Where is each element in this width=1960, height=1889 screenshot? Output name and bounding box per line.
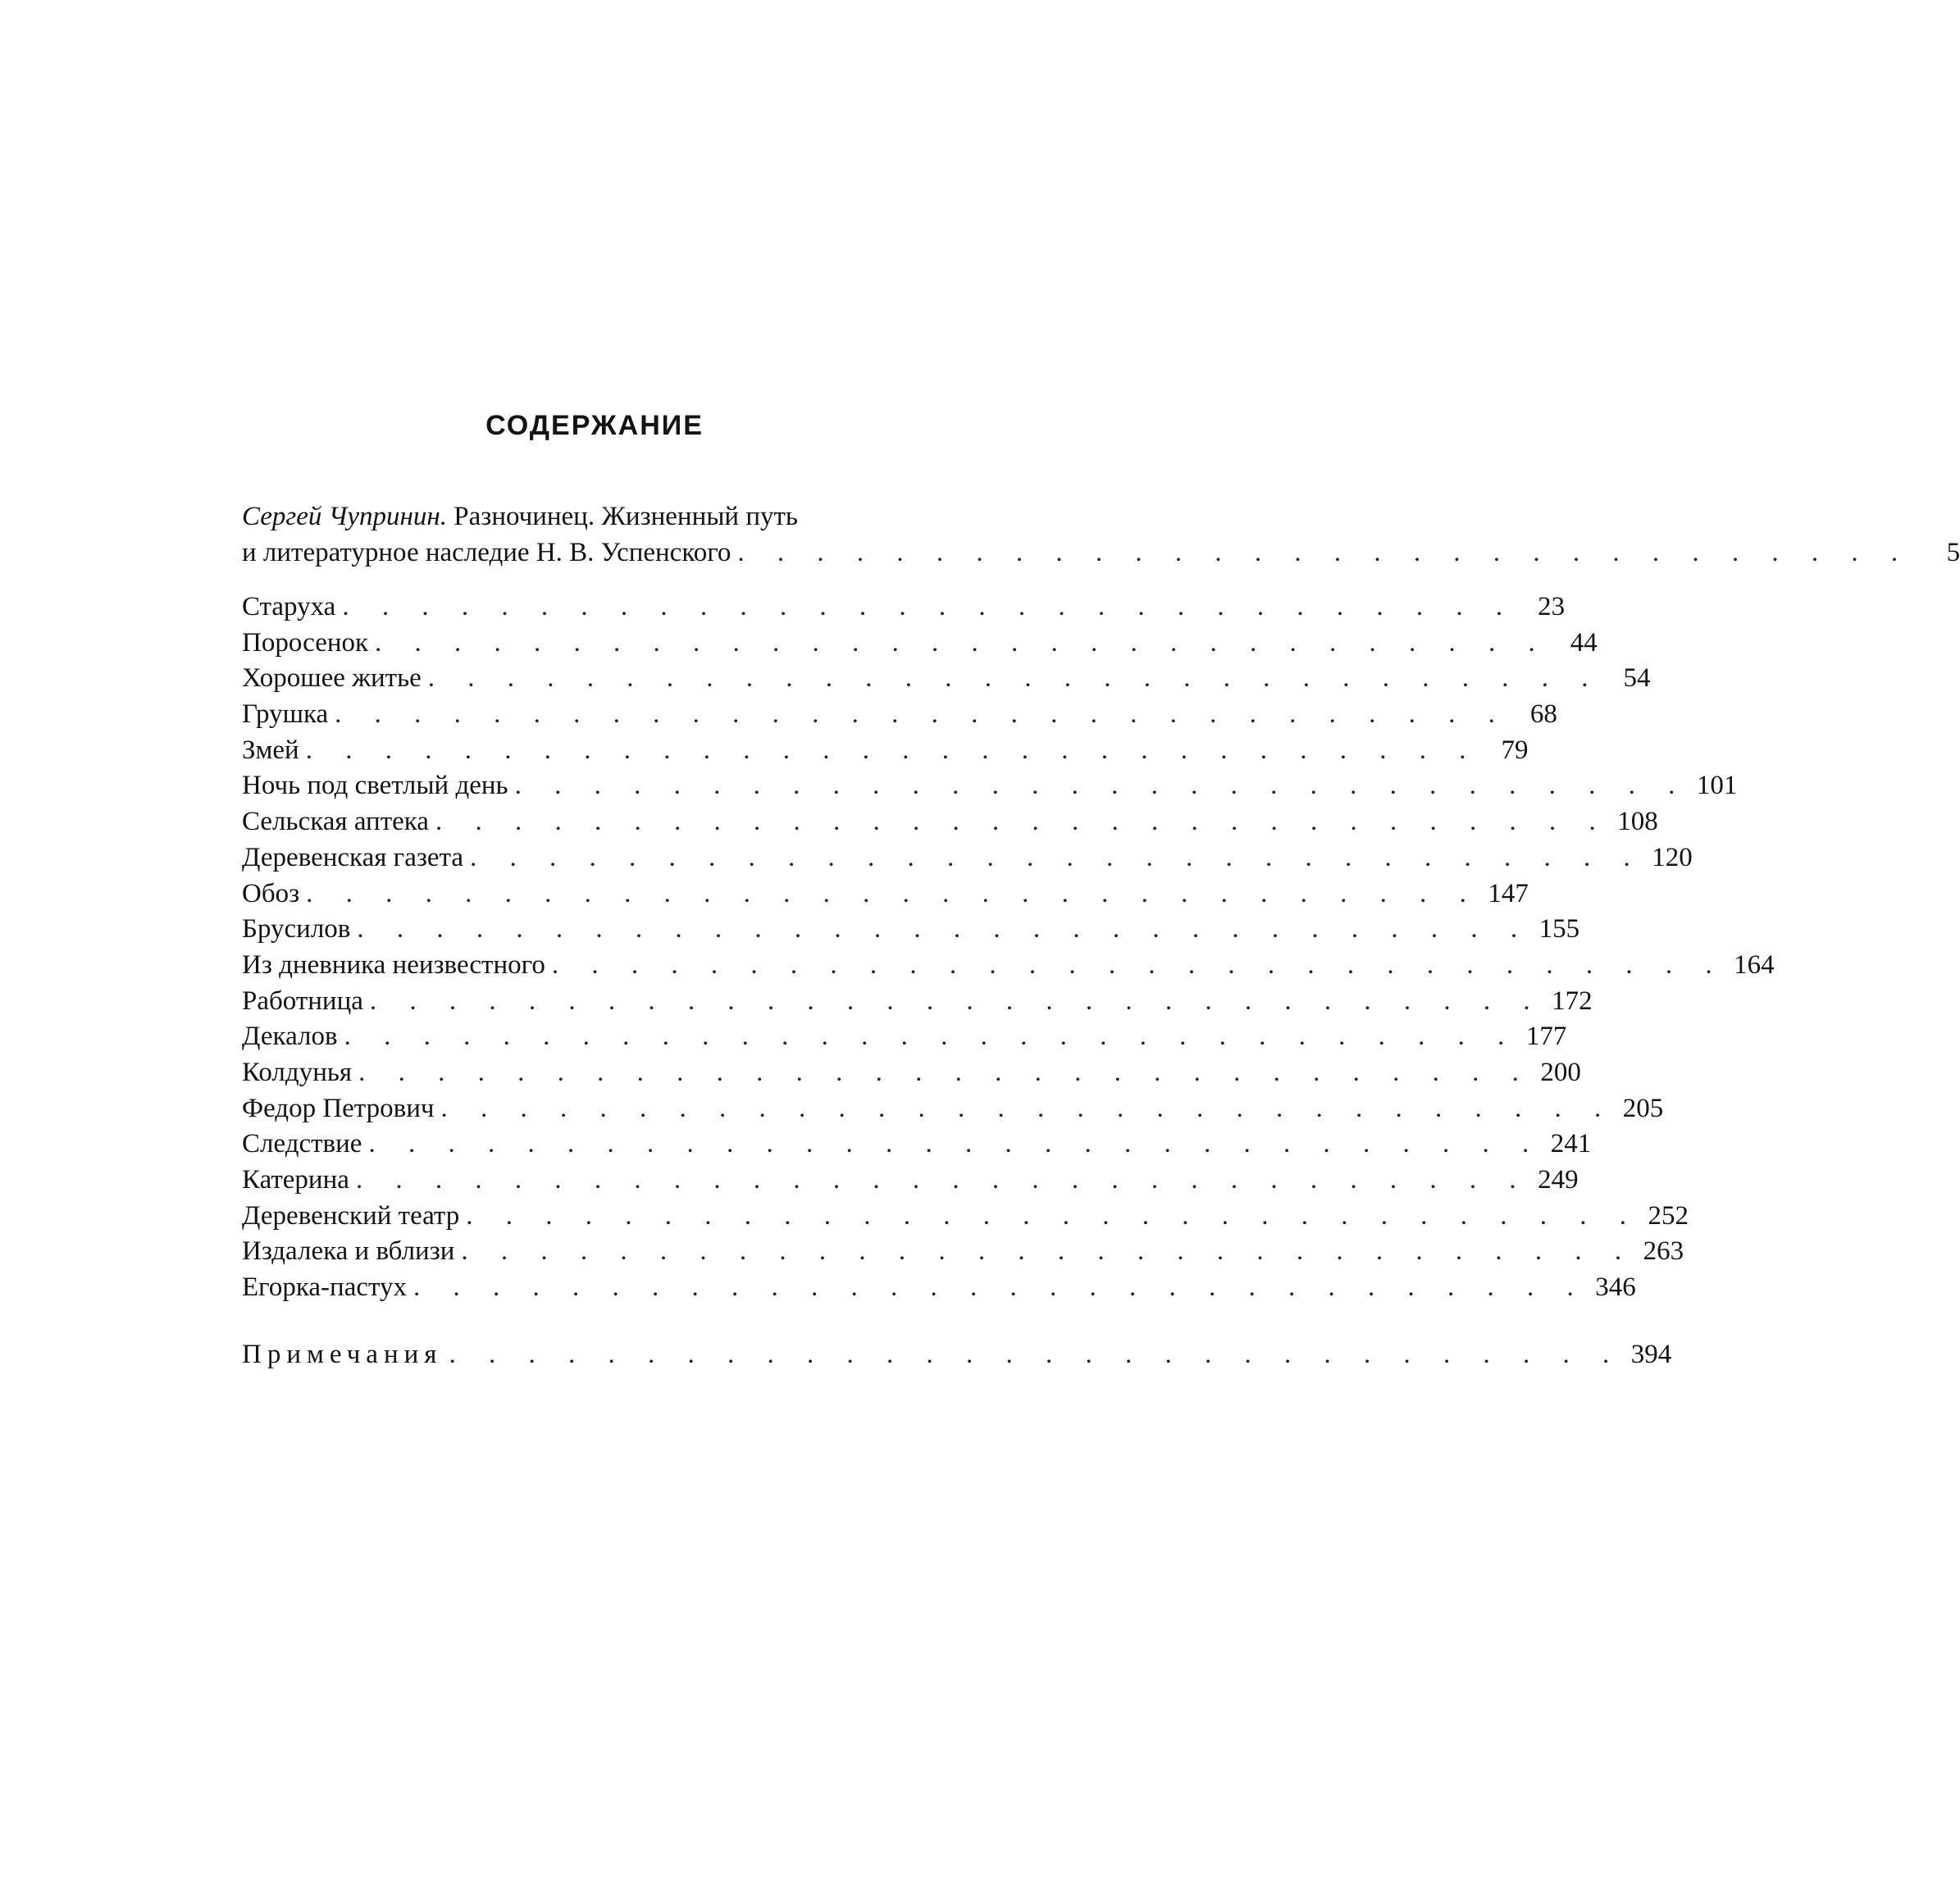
dot-leader: . . . . . . . . . . . . . . . . . . . . . . . . . . . . . . xyxy=(357,914,1531,944)
dot-leader: . . . . . . . . . . . . . . . . . . . . . . . . . . . . . . xyxy=(375,627,1548,658)
entry-page-number: 252 xyxy=(1648,1200,1689,1231)
dot-leader: . . . . . . . . . . . . . . . . . . . . . . . . . . . . . . xyxy=(427,663,1602,694)
entry-title: Следствие xyxy=(242,1129,362,1159)
entry-title: Брусилов xyxy=(242,914,351,944)
dot-leader: . . . . . . . . . . . . . . . . . . . . . . . . . . . . . . xyxy=(449,1340,1623,1369)
toc-entry xyxy=(242,1126,1592,1162)
entry-page-number: 172 xyxy=(1552,985,1593,1016)
intro-entry xyxy=(242,498,1960,571)
entry-title: Декалов xyxy=(242,1022,338,1052)
entry-title: Змей xyxy=(242,735,299,765)
entry-page-number: 241 xyxy=(1550,1129,1592,1159)
dot-leader: . . . . . . . . . . . . . . . . . . . . . . . . . . . . . . xyxy=(435,807,1609,837)
notes-title: Примечания xyxy=(242,1340,443,1369)
entry-page-number: 205 xyxy=(1622,1093,1664,1123)
entry-title: Федор Петрович xyxy=(242,1093,435,1123)
entry-title: Обоз xyxy=(242,878,300,908)
entry-page-number: 120 xyxy=(1652,842,1693,872)
entry-title: Егорка-пастух xyxy=(242,1272,407,1303)
entry-title: Грушка xyxy=(242,699,329,730)
toc-entry xyxy=(242,625,1598,661)
toc-entry xyxy=(242,1336,1672,1372)
entry-page-number: 147 xyxy=(1488,878,1529,908)
entry-page-number: 263 xyxy=(1643,1236,1684,1267)
toc-entry xyxy=(242,876,1529,912)
notes-page-number: 394 xyxy=(1630,1340,1672,1369)
notes-entry xyxy=(242,1336,1672,1372)
entry-title: Колдунья xyxy=(242,1057,353,1087)
entry-title: Сельская аптека xyxy=(242,807,429,837)
intro-line-2 xyxy=(242,535,1960,571)
toc-entry xyxy=(242,660,1651,696)
entry-title: Катерина xyxy=(242,1165,349,1195)
contents-heading: СОДЕРЖАНИЕ xyxy=(485,410,704,441)
entry-page-number: 101 xyxy=(1696,771,1738,801)
dot-leader: . . . . . . . . . . . . . . . . . . . . . . . . . . . . . . xyxy=(342,592,1516,621)
entry-page-number: 346 xyxy=(1595,1272,1636,1303)
entry-page-number: 54 xyxy=(1623,663,1651,694)
intro-author: Сергей Чупринин. xyxy=(242,502,448,531)
entry-page-number: 68 xyxy=(1529,699,1557,730)
dot-leader: . . . . . . . . . . . . . . . . . . . . . . . . . . . . . . xyxy=(551,949,1725,980)
toc-entry xyxy=(242,1090,1664,1127)
entry-page-number: 44 xyxy=(1570,627,1598,658)
dot-leader: . . . . . . . . . . . . . . . . . . . . . . . . . . . . . . xyxy=(355,1165,1529,1195)
toc-entry xyxy=(242,1054,1581,1090)
entry-title: Деревенский театр xyxy=(242,1200,460,1231)
toc-entry xyxy=(242,947,1775,983)
entry-title: Из дневника неизвестного xyxy=(242,949,545,980)
dot-leader: . . . . . . . . . . . . . . . . . . . . . . . . . . . . . . xyxy=(514,771,1689,801)
entry-page-number: 249 xyxy=(1538,1165,1579,1195)
dot-leader: . . . . . . . . . . . . . . . . . . . . . . . . . . . . . . xyxy=(305,735,1479,765)
entry-title: Деревенская газета xyxy=(242,842,463,872)
entry-page-number: 23 xyxy=(1538,592,1566,621)
dot-leader: . . . . . . . . . . . . . . . . . . . . . . . . . . . . . . xyxy=(306,878,1479,908)
entry-title: Работница xyxy=(242,985,363,1016)
entry-title: Хорошее житье xyxy=(242,663,422,694)
toc-entry xyxy=(242,803,1658,840)
toc-entry xyxy=(242,696,1557,732)
dot-leader: . . . . . . . . . . . . . . . . . . . . . . . . . . . . . . xyxy=(335,699,1508,730)
entry-page-number: 200 xyxy=(1540,1057,1581,1087)
toc-entry xyxy=(242,732,1529,768)
entry-page-number: 108 xyxy=(1617,807,1658,837)
stories-list xyxy=(242,589,1775,1305)
toc-entry xyxy=(242,1162,1579,1198)
dot-leader: . . . . . . . . . . . . . . . . . . . . . . . . . . . . . . xyxy=(466,1200,1639,1231)
entry-page-number: 164 xyxy=(1734,949,1775,980)
entry-title: Поросенок xyxy=(242,627,369,658)
intro-title-line-1: Разночинец. Жизненный путь xyxy=(454,502,798,531)
dot-leader: . . . . . . . . . . . . . . . . . . . . . . . . . . . . . . xyxy=(368,1129,1543,1159)
dot-leader: . . . . . . . . . . . . . . . . . . . . . . . . . . . . . . xyxy=(470,842,1643,872)
entry-page-number: 177 xyxy=(1525,1022,1567,1052)
dot-leader: . . . . . . . . . . . . . . . . . . . . . . . . . . . . . . xyxy=(358,1057,1532,1087)
intro-line-1 xyxy=(242,498,939,535)
intro-title-line-2: и литературное наследие Н. В. Успенского xyxy=(242,538,732,567)
toc-entry xyxy=(242,840,1693,876)
dot-leader: . . . . . . . . . . . . . . . . . . . . . . . . . . . . . . xyxy=(369,985,1543,1016)
toc-entry xyxy=(242,1269,1636,1305)
dot-leader: . . . . . . . . . . . . . . . . . . . . . . . . . . . . . . xyxy=(440,1093,1615,1123)
toc-entry xyxy=(242,1018,1567,1054)
dot-leader: . . . . . . . . . . . . . . . . . . . . . . . . . . . . . . xyxy=(344,1022,1518,1052)
toc-entry xyxy=(242,911,1580,947)
entry-title: Ночь под светлый день xyxy=(242,771,508,801)
entry-title: Старуха xyxy=(242,592,336,621)
entry-page-number: 79 xyxy=(1501,735,1529,765)
toc-entry xyxy=(242,767,1738,803)
entry-page-number: 155 xyxy=(1538,914,1580,944)
entry-title: Издалека и вблизи xyxy=(242,1236,455,1267)
intro-page-number: 5 xyxy=(1946,538,1960,567)
dot-leader: . . . . . . . . . . . . . . . . . . . . . . . . . . . . . . xyxy=(461,1236,1635,1267)
dot-leader: . . . . . . . . . . . . . . . . . . . . . . . . . . . . . . xyxy=(737,538,1912,567)
toc-entry xyxy=(242,1233,1684,1269)
toc-entry xyxy=(242,589,1566,625)
dot-leader: . . . . . . . . . . . . . . . . . . . . . . . . . . . . . . xyxy=(413,1272,1587,1303)
toc-entry xyxy=(242,1198,1689,1234)
toc-entry xyxy=(242,983,1593,1019)
